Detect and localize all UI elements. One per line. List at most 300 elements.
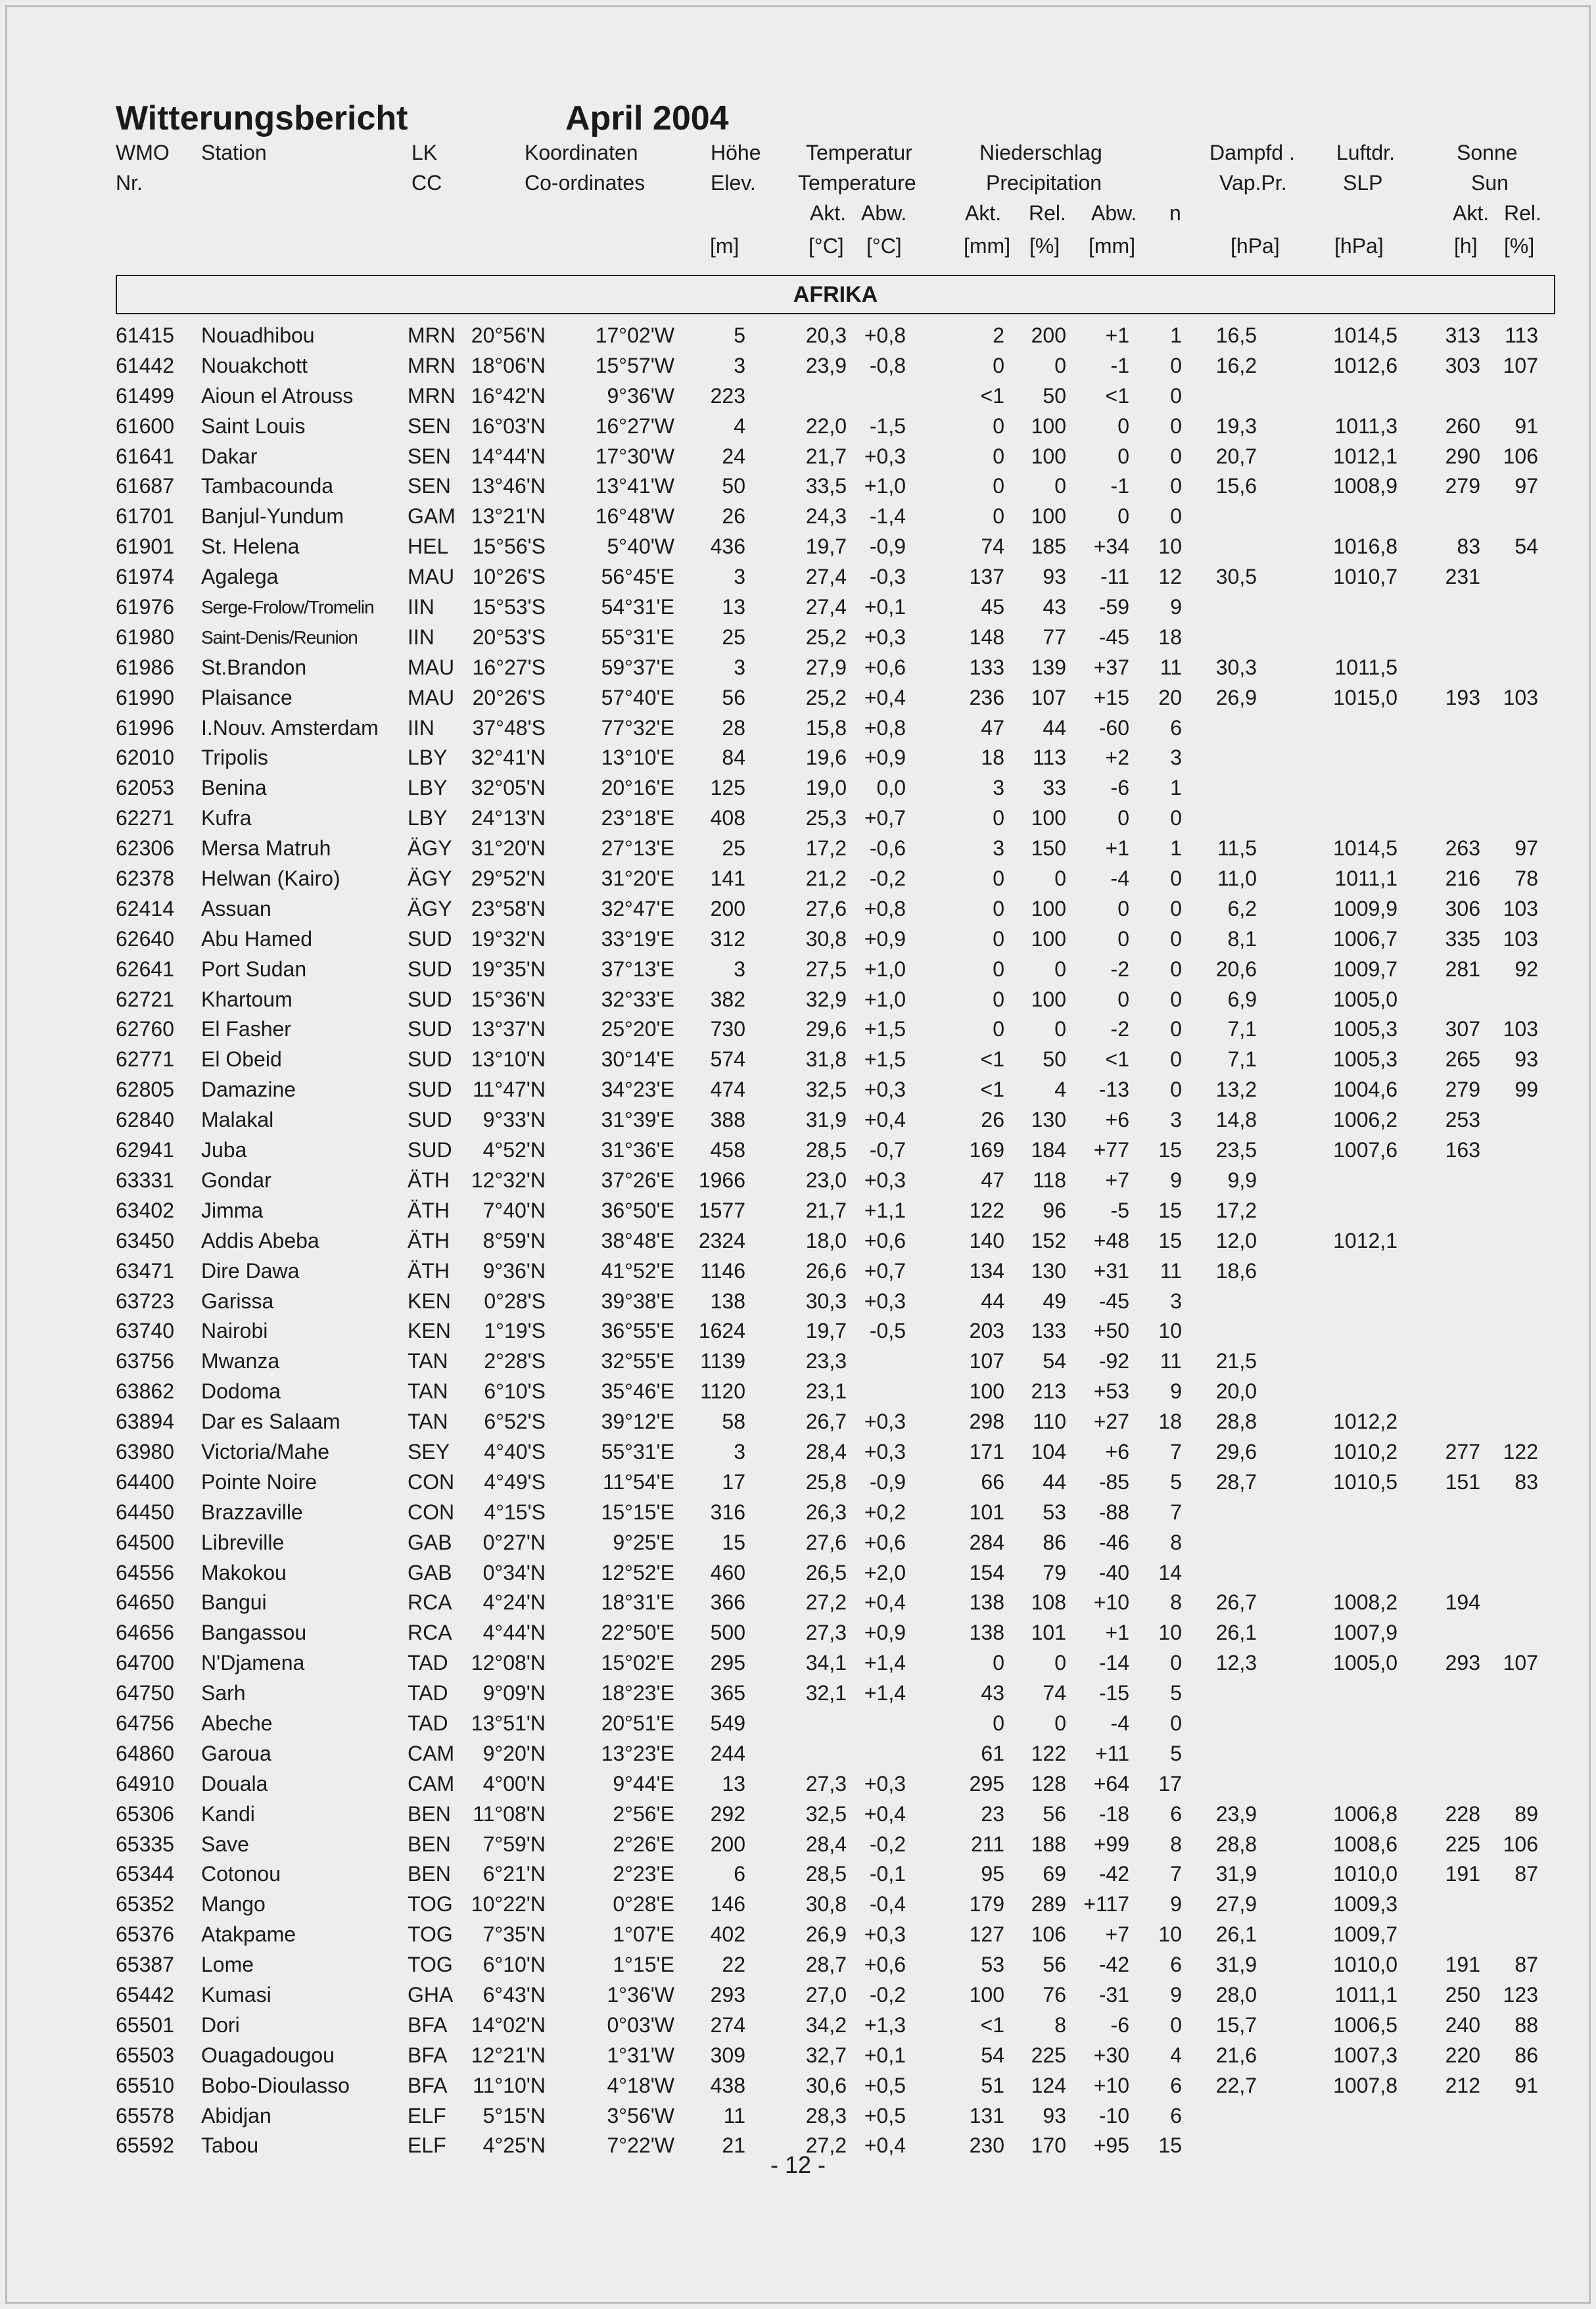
precip-actual: 100 (969, 1982, 1004, 2007)
station-name: Assuan (201, 896, 271, 920)
precip-actual: 26 (981, 1108, 1004, 1132)
vapour-pressure: 20,6 (1215, 957, 1257, 981)
elevation: 11 (723, 2103, 745, 2128)
station-name: Malakal (201, 1108, 274, 1132)
latitude: 4°00'N (482, 1771, 546, 1796)
station-name: Douala (201, 1771, 268, 1796)
sun-relative: 97 (1514, 836, 1538, 861)
precip-actual: 3 (993, 776, 1004, 800)
latitude: 11°47'N (473, 1078, 546, 1102)
temp-deviation: +0,7 (864, 806, 906, 830)
precip-days: 10 (1158, 1922, 1182, 1947)
latitude: 9°33'N (482, 1108, 546, 1132)
station-name: El Obeid (201, 1047, 282, 1072)
header-precip: Niederschlag (979, 141, 1102, 164)
latitude: 14°02'N (471, 2012, 546, 2037)
station-name: Mersa Matruh (201, 836, 331, 861)
temp-actual: 28,3 (805, 2103, 847, 2128)
precip-relative: 54 (1043, 1349, 1066, 1373)
temp-deviation: -0,2 (869, 1982, 906, 2007)
precip-actual: 107 (969, 1349, 1004, 1373)
table-row (0, 1105, 1596, 1135)
station-name: Brazzaville (201, 1500, 303, 1524)
precip-relative: 44 (1043, 1469, 1066, 1494)
precip-relative: 139 (1031, 655, 1066, 679)
wmo-number: 64556 (116, 1560, 174, 1584)
station-name: Dire Dawa (201, 1258, 300, 1283)
country-code: BFA (408, 2073, 448, 2097)
precip-deviation: 0 (1117, 926, 1129, 951)
temp-actual: 17,2 (805, 836, 847, 861)
precip-days: 0 (1170, 926, 1182, 951)
temp-deviation: +0,4 (864, 1590, 906, 1615)
vapour-pressure: 18,6 (1215, 1258, 1257, 1283)
precip-deviation: 0 (1117, 987, 1129, 1011)
temp-actual: 23,0 (805, 1168, 847, 1192)
temp-deviation: +1,4 (864, 1651, 906, 1675)
wmo-number: 63402 (116, 1198, 174, 1222)
wmo-number: 62941 (116, 1138, 174, 1162)
latitude: 11°10'N (473, 2073, 546, 2097)
sea-level-pressure: 1007,3 (1333, 2043, 1397, 2067)
latitude: 9°09'N (482, 1681, 546, 1705)
precip-deviation: -45 (1098, 625, 1129, 649)
table-row (0, 1135, 1596, 1166)
precip-deviation: +34 (1093, 535, 1129, 559)
sea-level-pressure: 1015,0 (1333, 685, 1397, 709)
country-code: BFA (408, 2012, 448, 2037)
temp-actual: 30,8 (805, 1892, 847, 1916)
longitude: 9°44'E (613, 1771, 674, 1796)
precip-relative: 289 (1031, 1892, 1066, 1916)
precip-days: 1 (1170, 323, 1182, 347)
table-row (0, 1316, 1596, 1346)
table-row (0, 1377, 1596, 1407)
precip-actual: 203 (969, 1319, 1004, 1343)
table-row (0, 502, 1596, 532)
wmo-number: 64400 (116, 1469, 174, 1494)
longitude: 5°40'W (607, 535, 674, 559)
precip-days: 18 (1158, 1410, 1182, 1434)
longitude: 13°10'E (601, 746, 674, 770)
precip-days: 5 (1170, 1681, 1182, 1705)
temp-deviation: +1,5 (864, 1017, 906, 1041)
vapour-pressure: 15,7 (1215, 2012, 1257, 2037)
elevation: 244 (710, 1741, 745, 1765)
elevation: 125 (710, 776, 745, 800)
table-row (0, 1739, 1596, 1769)
precip-deviation: +7 (1105, 1922, 1129, 1947)
country-code: GHA (408, 1982, 454, 2007)
wmo-number: 65306 (116, 1801, 174, 1826)
station-name: Kandi (201, 1801, 255, 1826)
country-code: LBY (408, 746, 448, 770)
temp-actual: 27,2 (805, 1590, 847, 1615)
vapour-pressure: 9,9 (1227, 1168, 1257, 1192)
country-code: BEN (408, 1862, 451, 1886)
sun-relative: 91 (1514, 2073, 1538, 2097)
wmo-number: 61442 (116, 353, 174, 377)
country-code: TOG (408, 1953, 453, 1977)
table-row (0, 803, 1596, 834)
precip-deviation: +53 (1093, 1379, 1129, 1404)
precip-days: 15 (1158, 1198, 1182, 1222)
latitude: 15°53'S (472, 595, 546, 619)
precip-days: 6 (1170, 1801, 1182, 1826)
precip-deviation: -2 (1110, 957, 1129, 981)
table-row (0, 1045, 1596, 1075)
precip-relative: 130 (1031, 1258, 1066, 1283)
temp-actual: 27,2 (805, 2133, 847, 2158)
table-row (0, 1346, 1596, 1377)
header-temp-akt: Akt. (810, 201, 847, 225)
precip-deviation: -40 (1098, 1560, 1129, 1584)
precip-days: 9 (1170, 1168, 1182, 1192)
temp-deviation: +0,4 (864, 685, 906, 709)
temp-actual: 32,7 (805, 2043, 847, 2067)
station-name: Khartoum (201, 987, 293, 1011)
country-code: TAN (408, 1349, 448, 1373)
precip-deviation: +15 (1093, 685, 1129, 709)
country-code: IIN (408, 715, 434, 740)
precip-relative: 96 (1043, 1198, 1066, 1222)
sun-hours: 194 (1445, 1590, 1480, 1615)
country-code: ÄTH (408, 1168, 450, 1192)
precip-deviation: +99 (1093, 1832, 1129, 1856)
longitude: 9°36'W (607, 383, 674, 408)
table-row (0, 1256, 1596, 1287)
temp-actual: 27,6 (805, 1530, 847, 1554)
sun-hours: 303 (1445, 353, 1480, 377)
precip-actual: 295 (969, 1771, 1004, 1796)
elevation: 316 (710, 1500, 745, 1524)
precip-deviation: +27 (1093, 1410, 1129, 1434)
station-name: Cotonou (201, 1862, 281, 1886)
station-name: Saint-Denis/Reunion (201, 627, 358, 648)
precip-deviation: -4 (1110, 867, 1129, 891)
sun-hours: 83 (1457, 535, 1480, 559)
country-code: SUD (408, 926, 452, 951)
station-name: Libreville (201, 1530, 285, 1554)
header-precip-n: n (1169, 201, 1181, 225)
sea-level-pressure: 1010,0 (1333, 1862, 1397, 1886)
precip-deviation: 0 (1117, 504, 1129, 529)
wmo-number: 61600 (116, 414, 174, 438)
temp-deviation: +0,3 (864, 1410, 906, 1434)
header-vap-unit: [hPa] (1231, 234, 1280, 258)
precip-deviation: 0 (1117, 414, 1129, 438)
wmo-number: 61990 (116, 685, 174, 709)
latitude: 16°27'S (472, 655, 546, 679)
elevation: 382 (710, 987, 745, 1011)
precip-actual: <1 (980, 383, 1004, 408)
header-temp-unit-abw: [°C] (866, 234, 902, 258)
sun-hours: 231 (1445, 565, 1480, 589)
precip-actual: <1 (980, 2012, 1004, 2037)
country-code: CAM (408, 1771, 455, 1796)
wmo-number: 62378 (116, 867, 174, 891)
latitude: 24°13'N (471, 806, 546, 830)
temp-deviation: -1,5 (869, 414, 906, 438)
station-name: Abeche (201, 1711, 273, 1735)
precip-actual: 43 (981, 1681, 1004, 1705)
temp-actual: 30,3 (805, 1289, 847, 1313)
sun-hours: 191 (1445, 1862, 1480, 1886)
precip-deviation: -42 (1098, 1862, 1129, 1886)
sun-hours: 279 (1445, 474, 1480, 498)
sun-hours: 240 (1445, 2012, 1480, 2037)
station-name: Bangassou (201, 1621, 307, 1645)
latitude: 7°35'N (482, 1922, 546, 1947)
temp-deviation: -0,7 (869, 1138, 906, 1162)
temp-actual: 20,3 (805, 323, 847, 347)
latitude: 0°28'S (484, 1289, 546, 1313)
station-name: Abu Hamed (201, 926, 312, 951)
precip-actual: 100 (969, 1379, 1004, 1404)
temp-actual: 25,2 (805, 685, 847, 709)
latitude: 20°56'N (471, 323, 546, 347)
longitude: 15°57'W (595, 353, 674, 377)
header-precip-unit-akt: [mm] (964, 234, 1011, 258)
wmo-number: 62805 (116, 1078, 174, 1102)
sea-level-pressure: 1006,2 (1333, 1108, 1397, 1132)
country-code: BEN (408, 1801, 451, 1826)
report-title: Witterungsbericht (116, 99, 408, 137)
precip-days: 0 (1170, 1711, 1182, 1735)
country-code: SUD (408, 987, 452, 1011)
elevation: 141 (710, 867, 745, 891)
wmo-number: 61901 (116, 535, 174, 559)
sun-relative: 122 (1503, 1439, 1538, 1464)
vapour-pressure: 17,2 (1215, 1198, 1257, 1222)
temp-actual: 27,6 (805, 896, 847, 920)
precip-relative: 0 (1054, 867, 1066, 891)
longitude: 1°07'E (613, 1922, 674, 1947)
sea-level-pressure: 1006,5 (1333, 2012, 1397, 2037)
station-name: Mwanza (201, 1349, 280, 1373)
elevation: 365 (710, 1681, 745, 1705)
wmo-number: 63894 (116, 1410, 174, 1434)
elevation: 3 (734, 957, 745, 981)
elevation: 1966 (698, 1168, 745, 1192)
wmo-number: 64450 (116, 1500, 174, 1524)
elevation: 26 (722, 504, 745, 529)
header-station: Station (201, 141, 267, 164)
table-row (0, 1407, 1596, 1437)
precip-days: 11 (1160, 1349, 1182, 1373)
longitude: 3°56'W (607, 2103, 674, 2128)
precip-days: 9 (1170, 1982, 1182, 2007)
temp-deviation: +1,0 (864, 957, 906, 981)
temp-actual: 18,0 (805, 1228, 847, 1252)
sea-level-pressure: 1006,8 (1333, 1801, 1397, 1826)
station-name: Jimma (201, 1198, 264, 1222)
vapour-pressure: 23,5 (1215, 1138, 1257, 1162)
sea-level-pressure: 1009,3 (1333, 1892, 1397, 1916)
vapour-pressure: 19,3 (1215, 414, 1257, 438)
temp-actual: 26,7 (805, 1410, 847, 1434)
sun-relative: 93 (1514, 1047, 1538, 1072)
longitude: 54°31'E (601, 595, 674, 619)
sun-hours: 265 (1445, 1047, 1480, 1072)
latitude: 23°58'N (471, 896, 546, 920)
latitude: 32°05'N (471, 776, 546, 800)
sun-hours: 212 (1445, 2073, 1480, 2097)
longitude: 35°46'E (601, 1379, 674, 1404)
station-name: Pointe Noire (201, 1469, 317, 1494)
sun-hours: 290 (1445, 444, 1480, 468)
temp-actual: 21,7 (805, 1198, 847, 1222)
latitude: 20°26'S (472, 685, 546, 709)
latitude: 6°21'N (482, 1862, 546, 1886)
header-coords: Koordinaten (525, 141, 638, 164)
elevation: 3 (734, 353, 745, 377)
temp-actual: 30,6 (805, 2073, 847, 2097)
precip-relative: 124 (1031, 2073, 1066, 2097)
elevation: 295 (710, 1651, 745, 1675)
precip-actual: 284 (969, 1530, 1004, 1554)
precip-deviation: -4 (1110, 1711, 1129, 1735)
station-name: Ouagadougou (201, 2043, 335, 2067)
longitude: 1°15'E (613, 1953, 674, 1977)
precip-deviation: 0 (1117, 896, 1129, 920)
precip-relative: 152 (1031, 1228, 1066, 1252)
temp-deviation: -0,9 (869, 535, 906, 559)
precip-relative: 128 (1031, 1771, 1066, 1796)
header-temperature: Temperature (798, 171, 916, 195)
station-name: Agalega (201, 565, 279, 589)
temp-deviation: +1,4 (864, 1681, 906, 1705)
precip-actual: 74 (981, 535, 1004, 559)
elevation: 200 (710, 1832, 745, 1856)
precip-days: 0 (1170, 1047, 1182, 1072)
latitude: 13°10'N (471, 1047, 546, 1072)
sun-relative: 123 (1503, 1982, 1538, 2007)
wmo-number: 62760 (116, 1017, 174, 1041)
vapour-pressure: 22,7 (1215, 2073, 1257, 2097)
temp-deviation: -0,6 (869, 836, 906, 861)
longitude: 15°02'E (601, 1651, 674, 1675)
station-table (0, 321, 1596, 2161)
precip-actual: 47 (981, 1168, 1004, 1192)
precip-days: 10 (1158, 535, 1182, 559)
precip-deviation: +48 (1093, 1228, 1129, 1252)
header-slp: Luftdr. (1336, 141, 1395, 164)
station-name: Bobo-Dioulasso (201, 2073, 350, 2097)
temp-deviation: +0,1 (864, 2043, 906, 2067)
precip-days: 17 (1158, 1771, 1182, 1796)
country-code: SUD (408, 1078, 452, 1102)
temp-deviation: 0,0 (876, 776, 906, 800)
vapour-pressure: 11,5 (1217, 836, 1257, 861)
precip-relative: 100 (1031, 896, 1066, 920)
precip-days: 0 (1170, 474, 1182, 498)
latitude: 6°10'S (484, 1379, 546, 1404)
precip-days: 5 (1170, 1469, 1182, 1494)
longitude: 2°26'E (613, 1832, 674, 1856)
temp-deviation: +0,3 (864, 1078, 906, 1102)
temp-actual: 23,3 (805, 1349, 847, 1373)
wmo-number: 65510 (116, 2073, 174, 2097)
sun-relative: 86 (1514, 2043, 1538, 2067)
precip-actual: 0 (993, 1651, 1004, 1675)
sea-level-pressure: 1009,9 (1333, 896, 1397, 920)
country-code: TAD (408, 1651, 448, 1675)
precip-actual: <1 (980, 1047, 1004, 1072)
elevation: 84 (722, 746, 745, 770)
longitude: 23°18'E (601, 806, 674, 830)
precip-relative: 50 (1043, 383, 1066, 408)
precip-actual: 0 (993, 1017, 1004, 1041)
station-name: Makokou (201, 1560, 287, 1584)
latitude: 10°26'S (472, 565, 546, 589)
longitude: 13°41'W (595, 474, 674, 498)
wmo-number: 62641 (116, 957, 174, 981)
temp-deviation: +0,8 (864, 323, 906, 347)
table-row (0, 653, 1596, 683)
station-name: Dori (201, 2012, 240, 2037)
temp-deviation: +0,3 (864, 1289, 906, 1313)
country-code: HEL (408, 535, 449, 559)
wmo-number: 62306 (116, 836, 174, 861)
precip-deviation: -18 (1098, 1801, 1129, 1826)
precip-days: 12 (1158, 565, 1182, 589)
longitude: 18°31'E (601, 1590, 674, 1615)
temp-deviation: +0,5 (864, 2103, 906, 2128)
precip-actual: 138 (969, 1621, 1004, 1645)
temp-deviation: +0,3 (864, 1922, 906, 1947)
temp-deviation: -0,9 (869, 1469, 906, 1494)
longitude: 31°39'E (601, 1108, 674, 1132)
precip-days: 9 (1170, 1892, 1182, 1916)
temp-deviation: +0,3 (864, 1771, 906, 1796)
precip-days: 9 (1170, 1379, 1182, 1404)
wmo-number: 63331 (116, 1168, 174, 1192)
sun-relative: 89 (1514, 1801, 1538, 1826)
longitude: 77°32'E (601, 715, 674, 740)
precip-relative: 69 (1043, 1862, 1066, 1886)
wmo-number: 61996 (116, 715, 174, 740)
temp-actual: 27,4 (805, 565, 847, 589)
latitude: 1°19'S (484, 1319, 546, 1343)
header-vap: Dampfd . (1209, 141, 1295, 164)
wmo-number: 61415 (116, 323, 174, 347)
precip-deviation: -15 (1098, 1681, 1129, 1705)
precip-relative: 53 (1043, 1500, 1066, 1524)
table-row (0, 1226, 1596, 1256)
precip-days: 1 (1170, 776, 1182, 800)
vapour-pressure: 31,9 (1215, 1953, 1257, 1977)
precip-days: 3 (1170, 1289, 1182, 1313)
sea-level-pressure: 1007,6 (1333, 1138, 1397, 1162)
vapour-pressure: 21,5 (1215, 1349, 1257, 1373)
sun-hours: 151 (1445, 1469, 1480, 1494)
precip-actual: 0 (993, 353, 1004, 377)
elevation: 13 (722, 595, 745, 619)
table-row (0, 894, 1596, 924)
temp-actual: 27,3 (805, 1771, 847, 1796)
sea-level-pressure: 1009,7 (1333, 1922, 1397, 1947)
precip-days: 1 (1170, 836, 1182, 861)
temp-deviation: +0,1 (864, 595, 906, 619)
country-code: KEN (408, 1319, 451, 1343)
sun-relative: 106 (1503, 1832, 1538, 1856)
precip-relative: 225 (1031, 2043, 1066, 2067)
wmo-number: 64500 (116, 1530, 174, 1554)
table-row (0, 1830, 1596, 1860)
precip-relative: 33 (1043, 776, 1066, 800)
station-name: Dar es Salaam (201, 1410, 340, 1434)
